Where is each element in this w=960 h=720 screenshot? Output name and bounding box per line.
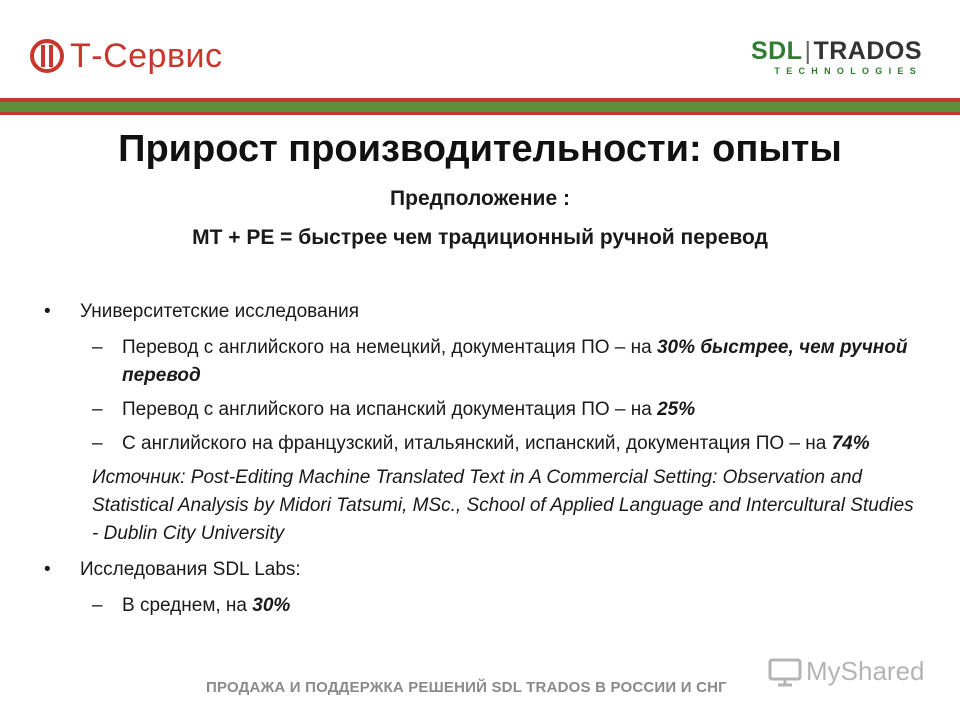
dash-marker: – bbox=[92, 433, 103, 454]
presentation-screen-icon bbox=[768, 657, 802, 687]
sub-item-emphasis: 30% быстрее, чем ручной перевод bbox=[122, 337, 908, 386]
logo-brand-trados: TRADOS bbox=[813, 37, 922, 65]
sub-item-en-es bbox=[44, 396, 924, 424]
sub-item-text: Перевод с английского на немецкий, документация ПО – на bbox=[122, 337, 657, 358]
slide-header bbox=[0, 0, 960, 98]
t-service-logo bbox=[30, 36, 223, 76]
dash-marker: – bbox=[92, 337, 103, 358]
sub-item-text: В среднем, на bbox=[122, 595, 253, 616]
watermark-text: MyShared bbox=[806, 656, 925, 686]
sub-item-text: С английского на французский, итальянский, испанский, документация ПО – на bbox=[122, 433, 832, 454]
slide-subtitle-formula: MT + PE = быстрее чем традиционный ручной перевод bbox=[192, 226, 768, 249]
slide-title: Прирост производительности: опыты bbox=[118, 128, 842, 170]
sub-item-average bbox=[44, 592, 924, 620]
logo-separator: | bbox=[804, 37, 812, 65]
dash-marker: – bbox=[92, 595, 103, 616]
dash-marker: – bbox=[92, 399, 103, 420]
slide-footer: ПРОДАЖА И ПОДДЕРЖКА РЕШЕНИЙ SDL TRADOS В РОССИИ И СНГ bbox=[206, 679, 727, 696]
slide-subtitle-assumption: Предположение : bbox=[390, 187, 570, 210]
sub-item-en-fr-it-es bbox=[44, 430, 924, 458]
logo-brand-sdl: SDL bbox=[750, 37, 803, 65]
myshared-watermark bbox=[768, 656, 925, 687]
sub-item-emphasis: 25% bbox=[657, 399, 696, 420]
slide-body bbox=[44, 298, 924, 626]
sub-item-en-de bbox=[44, 334, 924, 390]
source-citation: Источник: Post-Editing Machine Translated Text in A Commercial Setting: Observation and Statistical Analysis by Midori Tatsumi, MSc., School of Applied Language and Intercultural Studies - Dublin City University bbox=[92, 467, 914, 544]
sdl-trados-logo bbox=[751, 38, 922, 76]
bullet-marker: • bbox=[44, 301, 51, 322]
bullet-marker: • bbox=[44, 559, 51, 580]
logo-left-text: Т-Сервис bbox=[70, 37, 223, 75]
t-service-logo-icon bbox=[30, 39, 64, 73]
bullet-sdl-labs bbox=[44, 556, 924, 584]
header-divider-green bbox=[0, 102, 960, 112]
sub-item-emphasis: 74% bbox=[831, 433, 870, 454]
logo-tagline: TECHNOLOGIES bbox=[774, 66, 922, 76]
header-divider-red-bottom bbox=[0, 112, 960, 115]
bullet-university-research bbox=[44, 298, 924, 326]
sub-item-emphasis: 30% bbox=[252, 595, 291, 616]
bullet-text: Исследования SDL Labs: bbox=[80, 559, 301, 580]
sub-item-text: Перевод с английского на испанский документация ПО – на bbox=[122, 399, 658, 420]
bullet-text: Университетские исследования bbox=[80, 301, 359, 322]
